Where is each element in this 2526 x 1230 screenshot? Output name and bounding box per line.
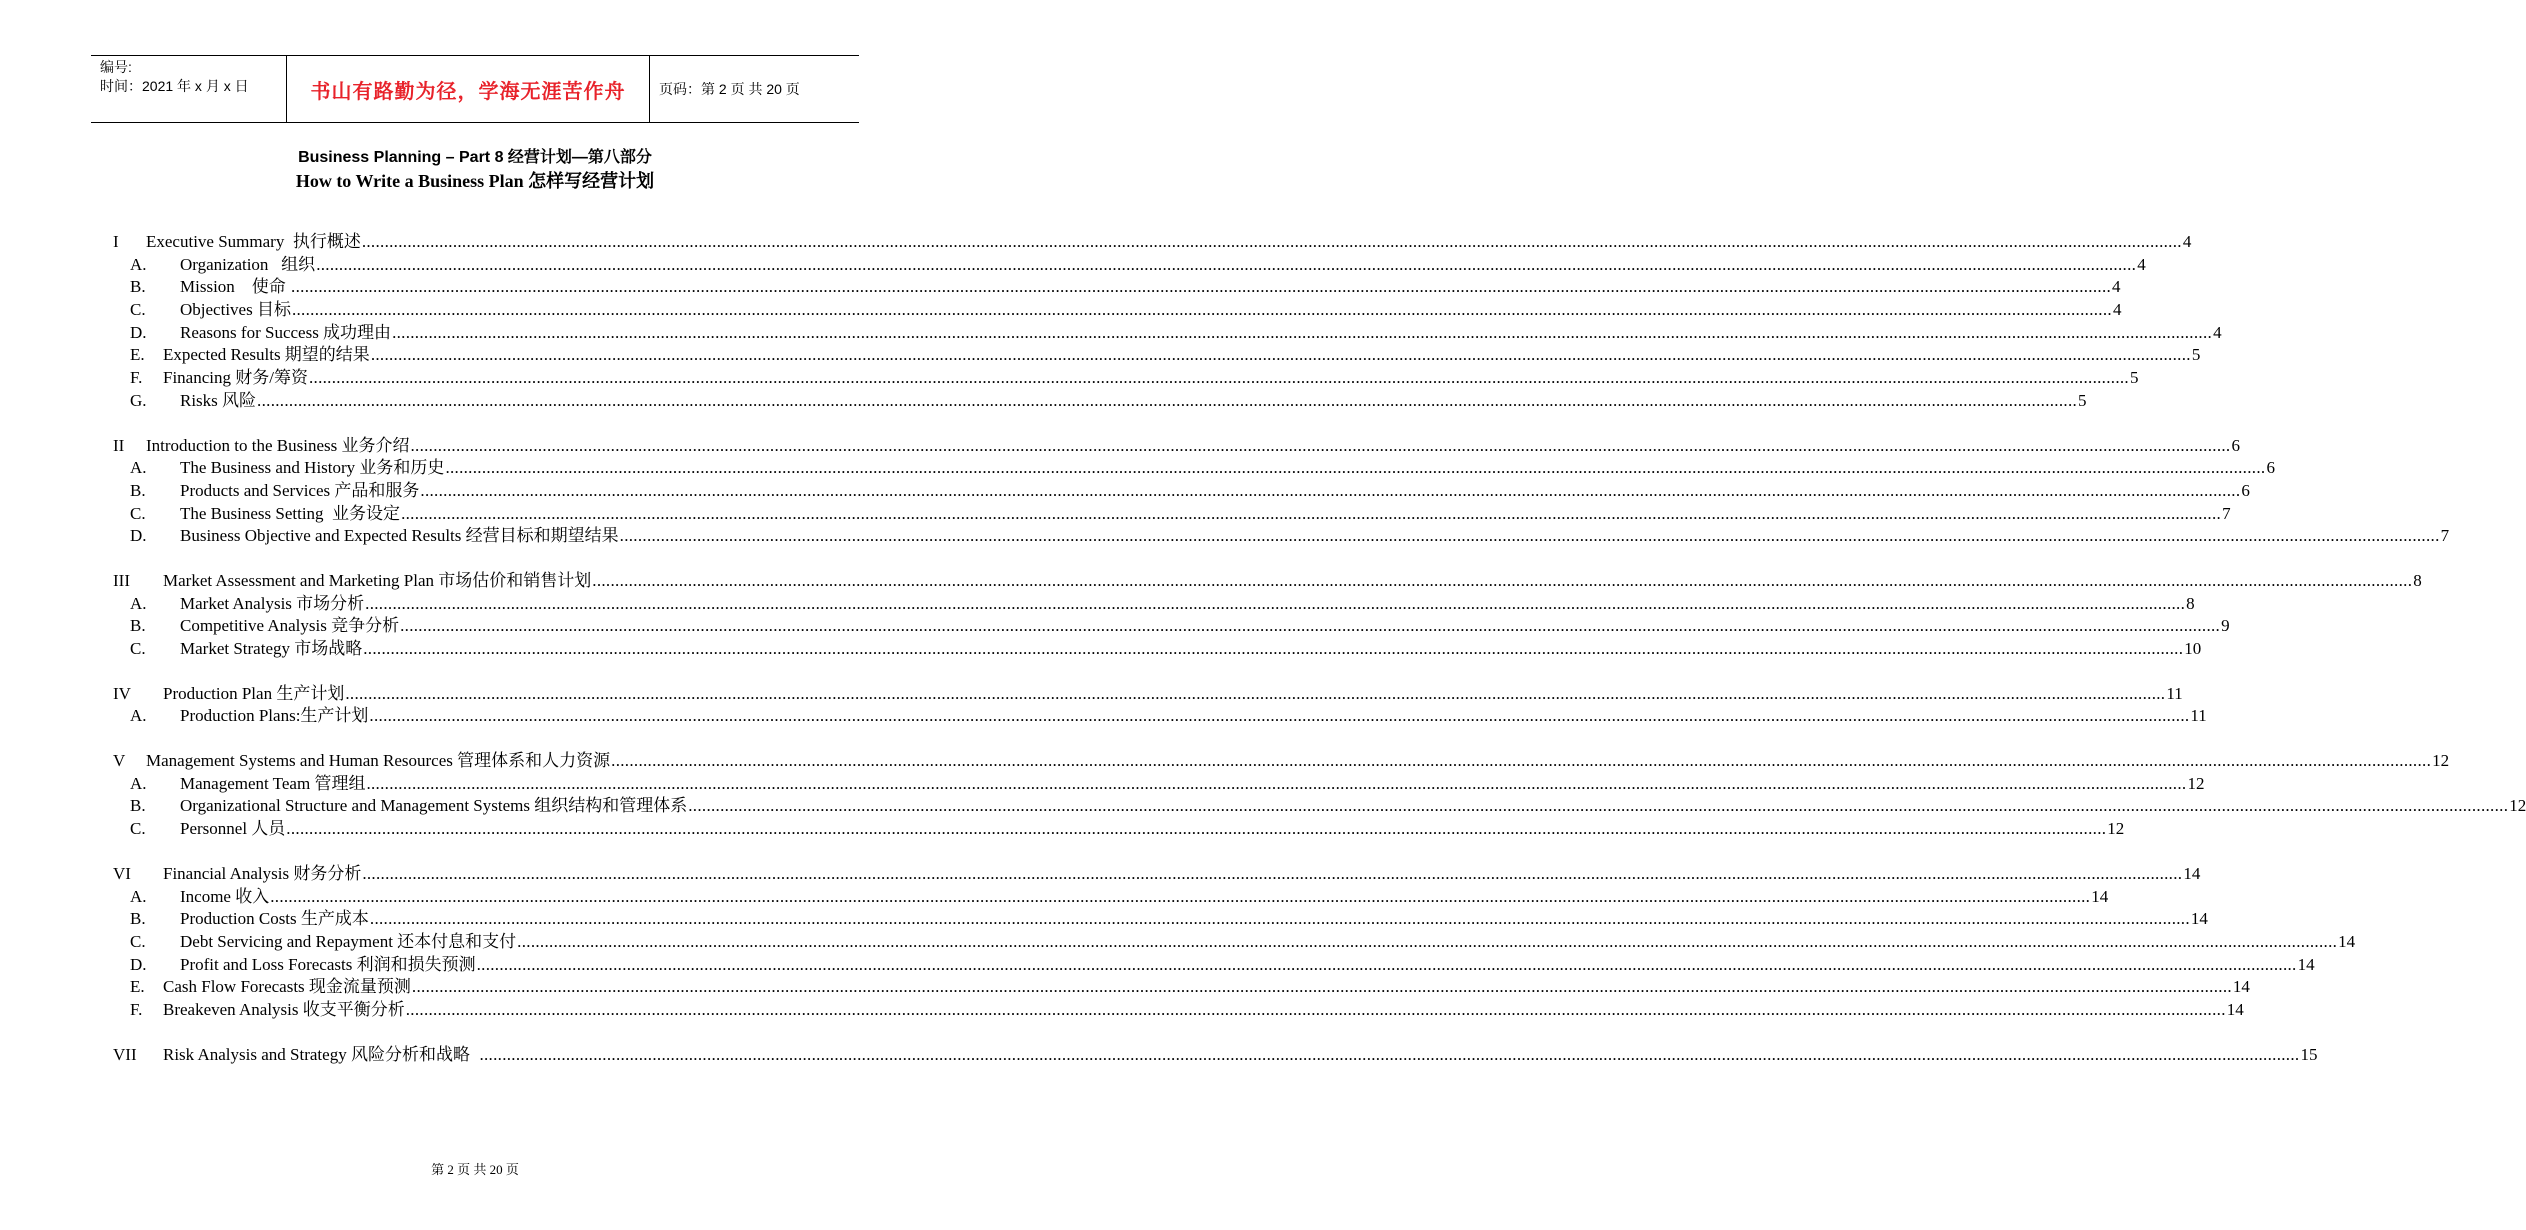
toc-entry[interactable]	[113, 818, 2125, 841]
toc-entry-number: I	[113, 232, 119, 251]
toc-entry-page: 5	[2129, 368, 2139, 388]
toc-entry-title: Market Analysis 市场分析	[180, 593, 365, 613]
toc-entry-title: Organization 组织	[180, 254, 316, 274]
toc-entry-title: The Business Setting 业务设定	[180, 503, 401, 523]
toc-entry-number: A.	[130, 458, 147, 478]
toc-entry-number: VI	[113, 863, 131, 883]
toc-entry[interactable]	[113, 954, 2315, 977]
toc-entry-page: 14	[2091, 886, 2109, 906]
toc-entry-title: Cash Flow Forecasts 现金流量预测	[163, 977, 411, 997]
toc-leader-dots: ................................................................................................................................................................................................................................................................................................................................................................................................................	[476, 954, 2297, 974]
toc-entry[interactable]	[113, 435, 2240, 458]
toc-entry-number: D.	[130, 954, 147, 974]
toc-entry-title: Mission 使命	[180, 277, 291, 297]
toc-entry-number: B.	[130, 480, 146, 500]
toc-entry-number: E.	[130, 345, 145, 365]
toc-leader-dots: ................................................................................................................................................................................................................................................................................................................................................................................................................	[316, 254, 2137, 274]
toc-entry-page: 14	[2190, 909, 2208, 929]
toc-entry[interactable]	[113, 254, 2146, 277]
toc-leader-dots: ................................................................................................................................................................................................................................................................................................................................................................................................................	[392, 322, 2213, 342]
toc-entry-number: C.	[130, 819, 146, 839]
toc-entry-title: Risk Analysis and Strategy 风险分析和战略	[163, 1044, 479, 1064]
toc-entry-number: A.	[130, 886, 147, 906]
toc-entry[interactable]	[113, 773, 2205, 796]
toc-entry-page: 5	[2078, 390, 2087, 410]
toc-entry-number: B.	[130, 796, 146, 816]
toc-entry-title: Financing 财务/筹资	[163, 368, 308, 388]
toc-entry-title: Introduction to the Business 业务介绍	[146, 435, 410, 455]
toc-leader-dots: ................................................................................................................................................................................................................................................................................................................................................................................................................	[592, 570, 2413, 590]
toc-entry-title: Personnel 人员	[180, 819, 286, 839]
toc-entry-number: D.	[130, 322, 147, 342]
document-title: Business Planning – Part 8 经营计划—第八部分	[298, 149, 652, 166]
toc-entry-title: Executive Summary 执行概述	[146, 232, 361, 251]
toc-entry-number: A.	[130, 773, 147, 793]
toc-leader-dots: ................................................................................................................................................................................................................................................................................................................................................................................................................	[308, 368, 2129, 388]
toc-entry[interactable]	[113, 593, 2195, 616]
toc-entry-number: A.	[130, 254, 147, 274]
toc-entry-page: 8	[2186, 593, 2195, 613]
toc-entry[interactable]	[113, 503, 2231, 526]
toc-entry-number: IV	[113, 683, 131, 703]
toc-entry[interactable]	[113, 795, 2526, 818]
toc-entry-page: 11	[2166, 683, 2183, 703]
toc-leader-dots: ................................................................................................................................................................................................................................................................................................................................................................................................................	[361, 232, 2182, 251]
toc-leader-dots: ................................................................................................................................................................................................................................................................................................................................................................................................................	[411, 977, 2232, 997]
toc-entry[interactable]	[113, 367, 2139, 390]
toc-entry-number: G.	[130, 390, 147, 410]
toc-entry-title: Income 收入	[180, 886, 270, 906]
toc-entry-title: Organizational Structure and Management Systems 组织结构和管理体系	[180, 796, 688, 816]
toc-leader-dots: ................................................................................................................................................................................................................................................................................................................................................................................................................	[611, 751, 2432, 771]
toc-entry-page: 14	[2183, 863, 2201, 883]
toc-entry-page: 12	[2107, 819, 2125, 839]
toc-entry[interactable]	[113, 1044, 2318, 1067]
toc-entry[interactable]	[113, 525, 2450, 548]
header-page-info: 页码：第 2 页 共 20 页	[659, 81, 800, 97]
toc-entry[interactable]	[113, 322, 2222, 345]
toc-entry-title: Financial Analysis 财务分析	[163, 863, 362, 883]
header-meta	[91, 56, 287, 122]
toc-entry-page: 12	[2187, 773, 2205, 793]
toc-entry[interactable]	[113, 344, 2201, 367]
toc-entry-page: 4	[2112, 277, 2121, 297]
toc-leader-dots: ................................................................................................................................................................................................................................................................................................................................................................................................................	[345, 683, 2166, 703]
toc-leader-dots: ................................................................................................................................................................................................................................................................................................................................................................................................................	[405, 999, 2226, 1019]
toc-leader-dots: ................................................................................................................................................................................................................................................................................................................................................................................................................	[688, 796, 2509, 816]
toc-leader-dots: ................................................................................................................................................................................................................................................................................................................................................................................................................	[366, 773, 2187, 793]
toc-entry-title: Debt Servicing and Repayment 还本付息和支付	[180, 931, 517, 951]
toc-entry-number: D.	[130, 526, 147, 546]
toc-entry-number: B.	[130, 909, 146, 929]
toc-entry[interactable]	[113, 863, 2201, 886]
toc-entry-title: Production Plans:生产计划	[180, 706, 369, 726]
toc-entry-page: 15	[2300, 1044, 2318, 1064]
toc-leader-dots: ................................................................................................................................................................................................................................................................................................................................................................................................................	[619, 526, 2440, 546]
toc-entry-number: E.	[130, 977, 145, 997]
toc-entry-title: Reasons for Success 成功理由	[180, 322, 392, 342]
toc-entry-page: 14	[2232, 977, 2250, 997]
toc-entry-title: Management Systems and Human Resources 管理体系和人力资源	[146, 751, 611, 771]
header-motto: 书山有路勤为径，学海无涯苦作舟	[287, 56, 650, 122]
toc-entry-page: 6	[2241, 480, 2250, 500]
toc-entry-page: 14	[2226, 999, 2244, 1019]
toc-leader-dots: ................................................................................................................................................................................................................................................................................................................................................................................................................	[286, 819, 2107, 839]
toc-entry-title: Production Plan 生产计划	[163, 683, 345, 703]
toc-entry-number: B.	[130, 616, 146, 636]
toc-entry[interactable]	[113, 615, 2230, 638]
toc-entry-title: Breakeven Analysis 收支平衡分析	[163, 999, 405, 1019]
toc-entry-page: 9	[2221, 616, 2230, 636]
toc-entry[interactable]	[113, 638, 2202, 661]
toc-entry-page: 12	[2432, 751, 2450, 771]
toc-entry-number: II	[113, 435, 125, 455]
toc-entry[interactable]	[113, 886, 2109, 909]
toc-entry-page: 11	[2190, 706, 2207, 726]
toc-leader-dots: ................................................................................................................................................................................................................................................................................................................................................................................................................	[369, 706, 2190, 726]
toc-entry[interactable]	[113, 231, 2192, 254]
toc-entry-title: Competitive Analysis 竞争分析	[180, 616, 400, 636]
toc-entry-number: V	[113, 751, 126, 771]
toc-entry-number: A.	[130, 593, 147, 613]
toc-entry-number: C.	[130, 931, 146, 951]
toc-leader-dots: ................................................................................................................................................................................................................................................................................................................................................................................................................	[291, 277, 2112, 297]
toc-entry-number: C.	[130, 503, 146, 523]
time-label: 时间：2021 年 x 月 x 日	[100, 78, 249, 94]
page-header	[91, 55, 859, 123]
toc-entry[interactable]	[113, 570, 2422, 593]
toc-leader-dots: ................................................................................................................................................................................................................................................................................................................................................................................................................	[420, 480, 2241, 500]
toc-leader-dots: ................................................................................................................................................................................................................................................................................................................................................................................................................	[401, 503, 2222, 523]
toc-entry[interactable]	[113, 683, 2183, 706]
toc-entry[interactable]	[113, 976, 2250, 999]
toc-entry-title: Production Costs 生产成本	[180, 909, 369, 929]
toc-entry-title: Risks 风险	[180, 390, 257, 410]
toc-entry[interactable]	[113, 299, 2122, 322]
toc-leader-dots: ................................................................................................................................................................................................................................................................................................................................................................................................................	[370, 345, 2191, 365]
toc-entry-page: 4	[2137, 254, 2146, 274]
toc-entry-page: 10	[2184, 639, 2202, 658]
toc-leader-dots: ................................................................................................................................................................................................................................................................................................................................................................................................................	[362, 863, 2183, 883]
toc-leader-dots: ................................................................................................................................................................................................................................................................................................................................................................................................................	[517, 931, 2338, 951]
toc-entry[interactable]	[113, 390, 2087, 413]
toc-entry-title: Profit and Loss Forecasts 利润和损失预测	[180, 954, 476, 974]
toc-entry-page: 6	[2231, 435, 2240, 455]
toc-entry-title: Market Assessment and Marketing Plan 市场估价和销售计划	[163, 570, 592, 590]
toc-entry-number: III	[113, 570, 130, 590]
toc-entry-number: A.	[130, 706, 147, 726]
toc-entry[interactable]	[113, 750, 2450, 773]
toc-leader-dots: ................................................................................................................................................................................................................................................................................................................................................................................................................	[365, 593, 2186, 613]
table-of-contents	[113, 231, 2526, 1066]
toc-leader-dots: ................................................................................................................................................................................................................................................................................................................................................................................................................	[369, 909, 2190, 929]
toc-entry-page: 7	[2222, 503, 2231, 523]
toc-entry-number: F.	[130, 999, 143, 1019]
toc-leader-dots: ................................................................................................................................................................................................................................................................................................................................................................................................................	[291, 300, 2112, 320]
toc-entry-page: 5	[2191, 345, 2201, 365]
toc-entry-page: 14	[2297, 954, 2315, 974]
toc-leader-dots: ................................................................................................................................................................................................................................................................................................................................................................................................................	[270, 886, 2091, 906]
toc-entry-number: B.	[130, 277, 146, 297]
toc-entry[interactable]	[113, 908, 2208, 931]
toc-entry-page: 7	[2440, 526, 2450, 546]
toc-entry-title: Business Objective and Expected Results 经营目标和期望结果	[180, 526, 619, 546]
toc-leader-dots: ................................................................................................................................................................................................................................................................................................................................................................................................................	[410, 435, 2231, 455]
toc-entry-title: Expected Results 期望的结果	[163, 345, 370, 365]
toc-entry-page: 14	[2338, 931, 2356, 951]
serial-label: 编号:	[100, 59, 132, 75]
toc-entry[interactable]	[113, 931, 2356, 954]
toc-entry-title: The Business and History 业务和历史	[180, 458, 445, 478]
toc-entry-number: C.	[130, 300, 146, 320]
toc-entry[interactable]	[113, 276, 2121, 299]
toc-entry[interactable]	[113, 999, 2244, 1022]
toc-entry[interactable]	[113, 480, 2250, 503]
toc-entry[interactable]	[113, 705, 2207, 728]
document-subtitle: How to Write a Business Plan 怎样写经营计划	[295, 171, 655, 191]
toc-entry-title: Products and Services 产品和服务	[180, 480, 420, 500]
toc-entry-page: 4	[2112, 300, 2122, 320]
toc-leader-dots: ................................................................................................................................................................................................................................................................................................................................................................................................................	[257, 390, 2078, 410]
toc-entry-page: 8	[2413, 570, 2422, 590]
toc-entry-page: 6	[2266, 458, 2275, 478]
toc-leader-dots: ................................................................................................................................................................................................................................................................................................................................................................................................................	[445, 458, 2266, 478]
toc-entry-title: Market Strategy 市场战略	[180, 639, 363, 658]
toc-leader-dots: ................................................................................................................................................................................................................................................................................................................................................................................................................	[479, 1044, 2300, 1064]
toc-entry-number: F.	[130, 368, 143, 388]
toc-entry-page: 4	[2213, 322, 2222, 342]
toc-leader-dots: ................................................................................................................................................................................................................................................................................................................................................................................................................	[400, 616, 2221, 636]
toc-entry-page: 4	[2182, 232, 2192, 251]
toc-entry-page: 12	[2509, 796, 2526, 816]
toc-entry-title: Objectives 目标	[180, 300, 291, 320]
toc-entry[interactable]	[113, 457, 2275, 480]
toc-entry-title: Management Team 管理组	[180, 773, 366, 793]
toc-entry-number: VII	[113, 1044, 137, 1064]
toc-entry-number: C.	[130, 639, 146, 658]
page-footer: 第 2 页 共 20 页	[431, 1162, 519, 1177]
toc-leader-dots: ................................................................................................................................................................................................................................................................................................................................................................................................................	[363, 639, 2184, 658]
